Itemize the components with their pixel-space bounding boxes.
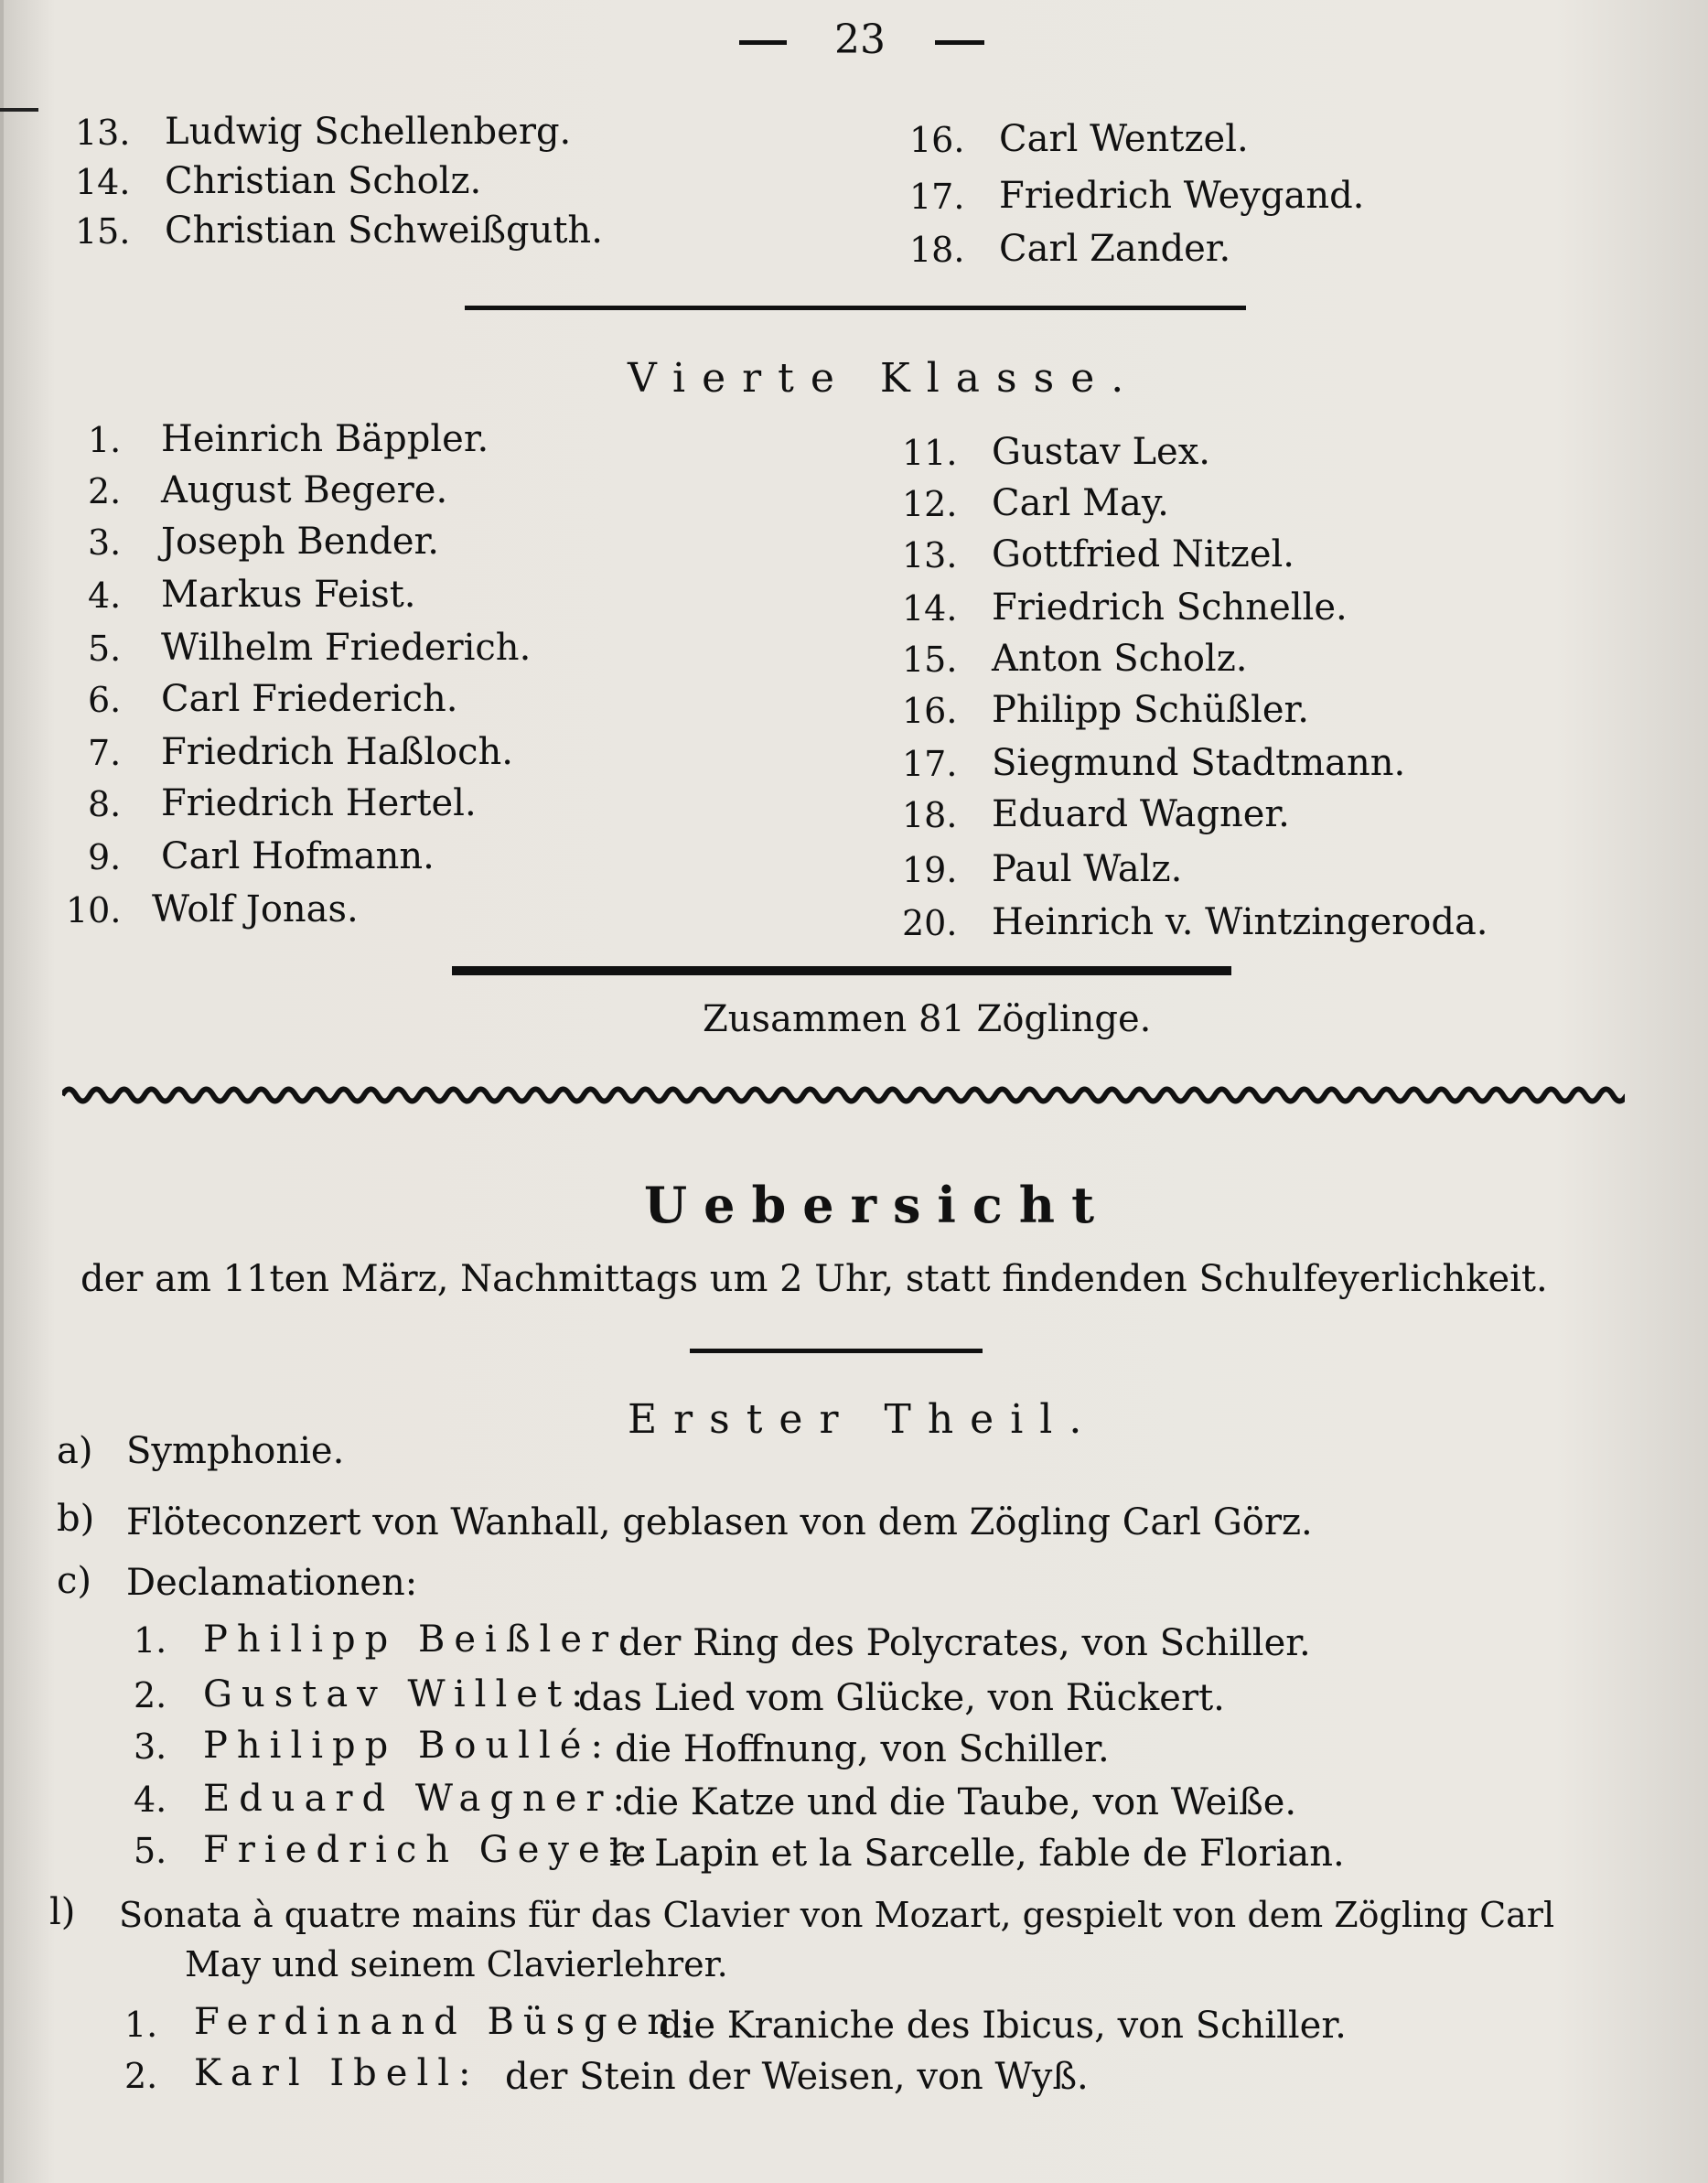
list-number: 2. [124, 2056, 158, 2096]
list-number: 16. [909, 120, 965, 160]
list-number: 18. [909, 230, 965, 270]
student-name: Siegmund Stadtmann. [992, 742, 1406, 784]
item-marker: c) [57, 1560, 92, 1602]
page-number: 23 [834, 16, 886, 63]
student-name: Wolf Jonas. [152, 888, 359, 930]
short-rule [690, 1349, 983, 1353]
declamation-work: le Lapin et la Sarcelle, fable de Florian. [609, 1833, 1345, 1875]
overview-heading: Uebersicht [644, 1176, 1112, 1234]
student-name: Carl Friederich. [161, 678, 458, 720]
list-number: 18. [902, 795, 958, 835]
list-number: 9. [88, 837, 122, 877]
student-name: Eduard Wagner. [992, 793, 1290, 835]
list-number: 15. [75, 211, 131, 252]
list-number: 6. [88, 680, 122, 720]
list-number: 4. [134, 1780, 167, 1820]
student-name: Friedrich Weygand. [999, 175, 1365, 217]
list-number: 8. [88, 784, 122, 824]
list-number: 13. [902, 535, 958, 575]
declamation-work: das Lied vom Glücke, von Rückert. [578, 1677, 1225, 1719]
header-dash-right [935, 40, 984, 45]
class-heading: Vierte Klasse. [628, 355, 1141, 402]
list-number: 1. [134, 1620, 167, 1661]
student-name: Joseph Bender. [161, 521, 439, 563]
declamation-speaker: Karl Ibell: [194, 2052, 480, 2094]
student-name: Christian Scholz. [165, 160, 482, 202]
declamation-speaker: Friedrich Geyer: [203, 1829, 658, 1871]
list-number: 5. [88, 629, 122, 669]
program-item: Sonata à quatre mains für das Clavier von Mozart, gespielt von dem Zögling Carl [119, 1895, 1555, 1935]
part-heading: Erster Theil. [628, 1396, 1099, 1443]
student-name: Friedrich Hertel. [161, 782, 477, 824]
declamation-work: die Kraniche des Ibicus, von Schiller. [659, 2005, 1347, 2047]
program-item: Flöteconzert von Wanhall, geblasen von dem Zögling Carl Görz. [126, 1501, 1313, 1543]
student-name: Paul Walz. [992, 848, 1183, 890]
declamation-speaker: Ferdinand Büsgen: [194, 2001, 702, 2043]
declamation-speaker: Philipp Boullé: [203, 1725, 612, 1767]
program-item-continued: May und seinem Clavierlehrer. [185, 1944, 728, 1984]
list-number: 15. [902, 640, 958, 680]
declamation-speaker: Philipp Beißler: [203, 1618, 639, 1661]
list-number: 7. [88, 733, 122, 773]
student-name: Gustav Lex. [992, 431, 1210, 473]
list-number: 13. [75, 113, 131, 153]
list-number: 3. [134, 1726, 167, 1767]
item-marker: a) [57, 1430, 93, 1472]
list-number: 2. [134, 1675, 167, 1715]
margin-mark [0, 108, 38, 112]
student-name: Heinrich v. Wintzingeroda. [992, 901, 1488, 943]
student-name: Friedrich Haßloch. [161, 731, 513, 773]
declamation-speaker: Gustav Willet: [203, 1673, 593, 1715]
student-name: Carl Zander. [999, 228, 1231, 270]
list-number: 1. [124, 2005, 158, 2045]
list-number: 5. [134, 1831, 167, 1871]
student-name: Christian Schweißguth. [165, 210, 603, 252]
list-number: 20. [902, 903, 958, 943]
list-number: 19. [902, 850, 958, 890]
student-name: Carl Wentzel. [999, 118, 1249, 160]
student-name: Carl May. [992, 482, 1169, 524]
list-number: 11. [902, 433, 958, 473]
list-number: 14. [75, 162, 131, 202]
thick-rule [452, 966, 1231, 975]
total-count: Zusammen 81 Zöglinge. [703, 998, 1152, 1040]
list-number: 16. [902, 691, 958, 731]
ornamental-wave-rule [62, 1081, 1625, 1109]
item-marker: b) [57, 1498, 95, 1540]
header-dash-left [739, 40, 787, 45]
page-edge [0, 0, 4, 2183]
student-name: Philipp Schüßler. [992, 689, 1309, 731]
declamation-work: der Stein der Weisen, von Wyß. [505, 2056, 1089, 2098]
item-marker: l) [49, 1891, 76, 1933]
list-number: 3. [88, 522, 122, 563]
student-name: Gottfried Nitzel. [992, 533, 1295, 575]
student-name: Wilhelm Friederich. [161, 627, 532, 669]
list-number: 10. [66, 890, 122, 930]
overview-subheading: der am 11ten März, Nachmittags um 2 Uhr, statt findenden Schulfeyerlichkeit. [81, 1258, 1548, 1300]
student-name: Anton Scholz. [992, 638, 1248, 680]
student-name: Carl Hofmann. [161, 835, 435, 877]
student-name: August Begere. [161, 469, 448, 511]
student-name: Friedrich Schnelle. [992, 586, 1348, 629]
list-number: 4. [88, 575, 122, 616]
section-rule [465, 306, 1246, 310]
declamation-work: der Ring des Polycrates, von Schiller. [618, 1622, 1311, 1664]
program-item: Declamationen: [126, 1562, 418, 1604]
program-item: Symphonie. [126, 1430, 345, 1472]
list-number: 12. [902, 484, 958, 524]
student-name: Markus Feist. [161, 574, 416, 616]
declamation-work: die Hoffnung, von Schiller. [615, 1728, 1110, 1770]
list-number: 1. [88, 420, 122, 460]
declamation-work: die Katze und die Taube, von Weiße. [622, 1781, 1297, 1823]
declamation-speaker: Eduard Wagner: [203, 1778, 634, 1820]
list-number: 14. [902, 588, 958, 629]
student-name: Ludwig Schellenberg. [165, 111, 572, 153]
list-number: 17. [902, 744, 958, 784]
list-number: 17. [909, 177, 965, 217]
list-number: 2. [88, 471, 122, 511]
student-name: Heinrich Bäppler. [161, 418, 489, 460]
